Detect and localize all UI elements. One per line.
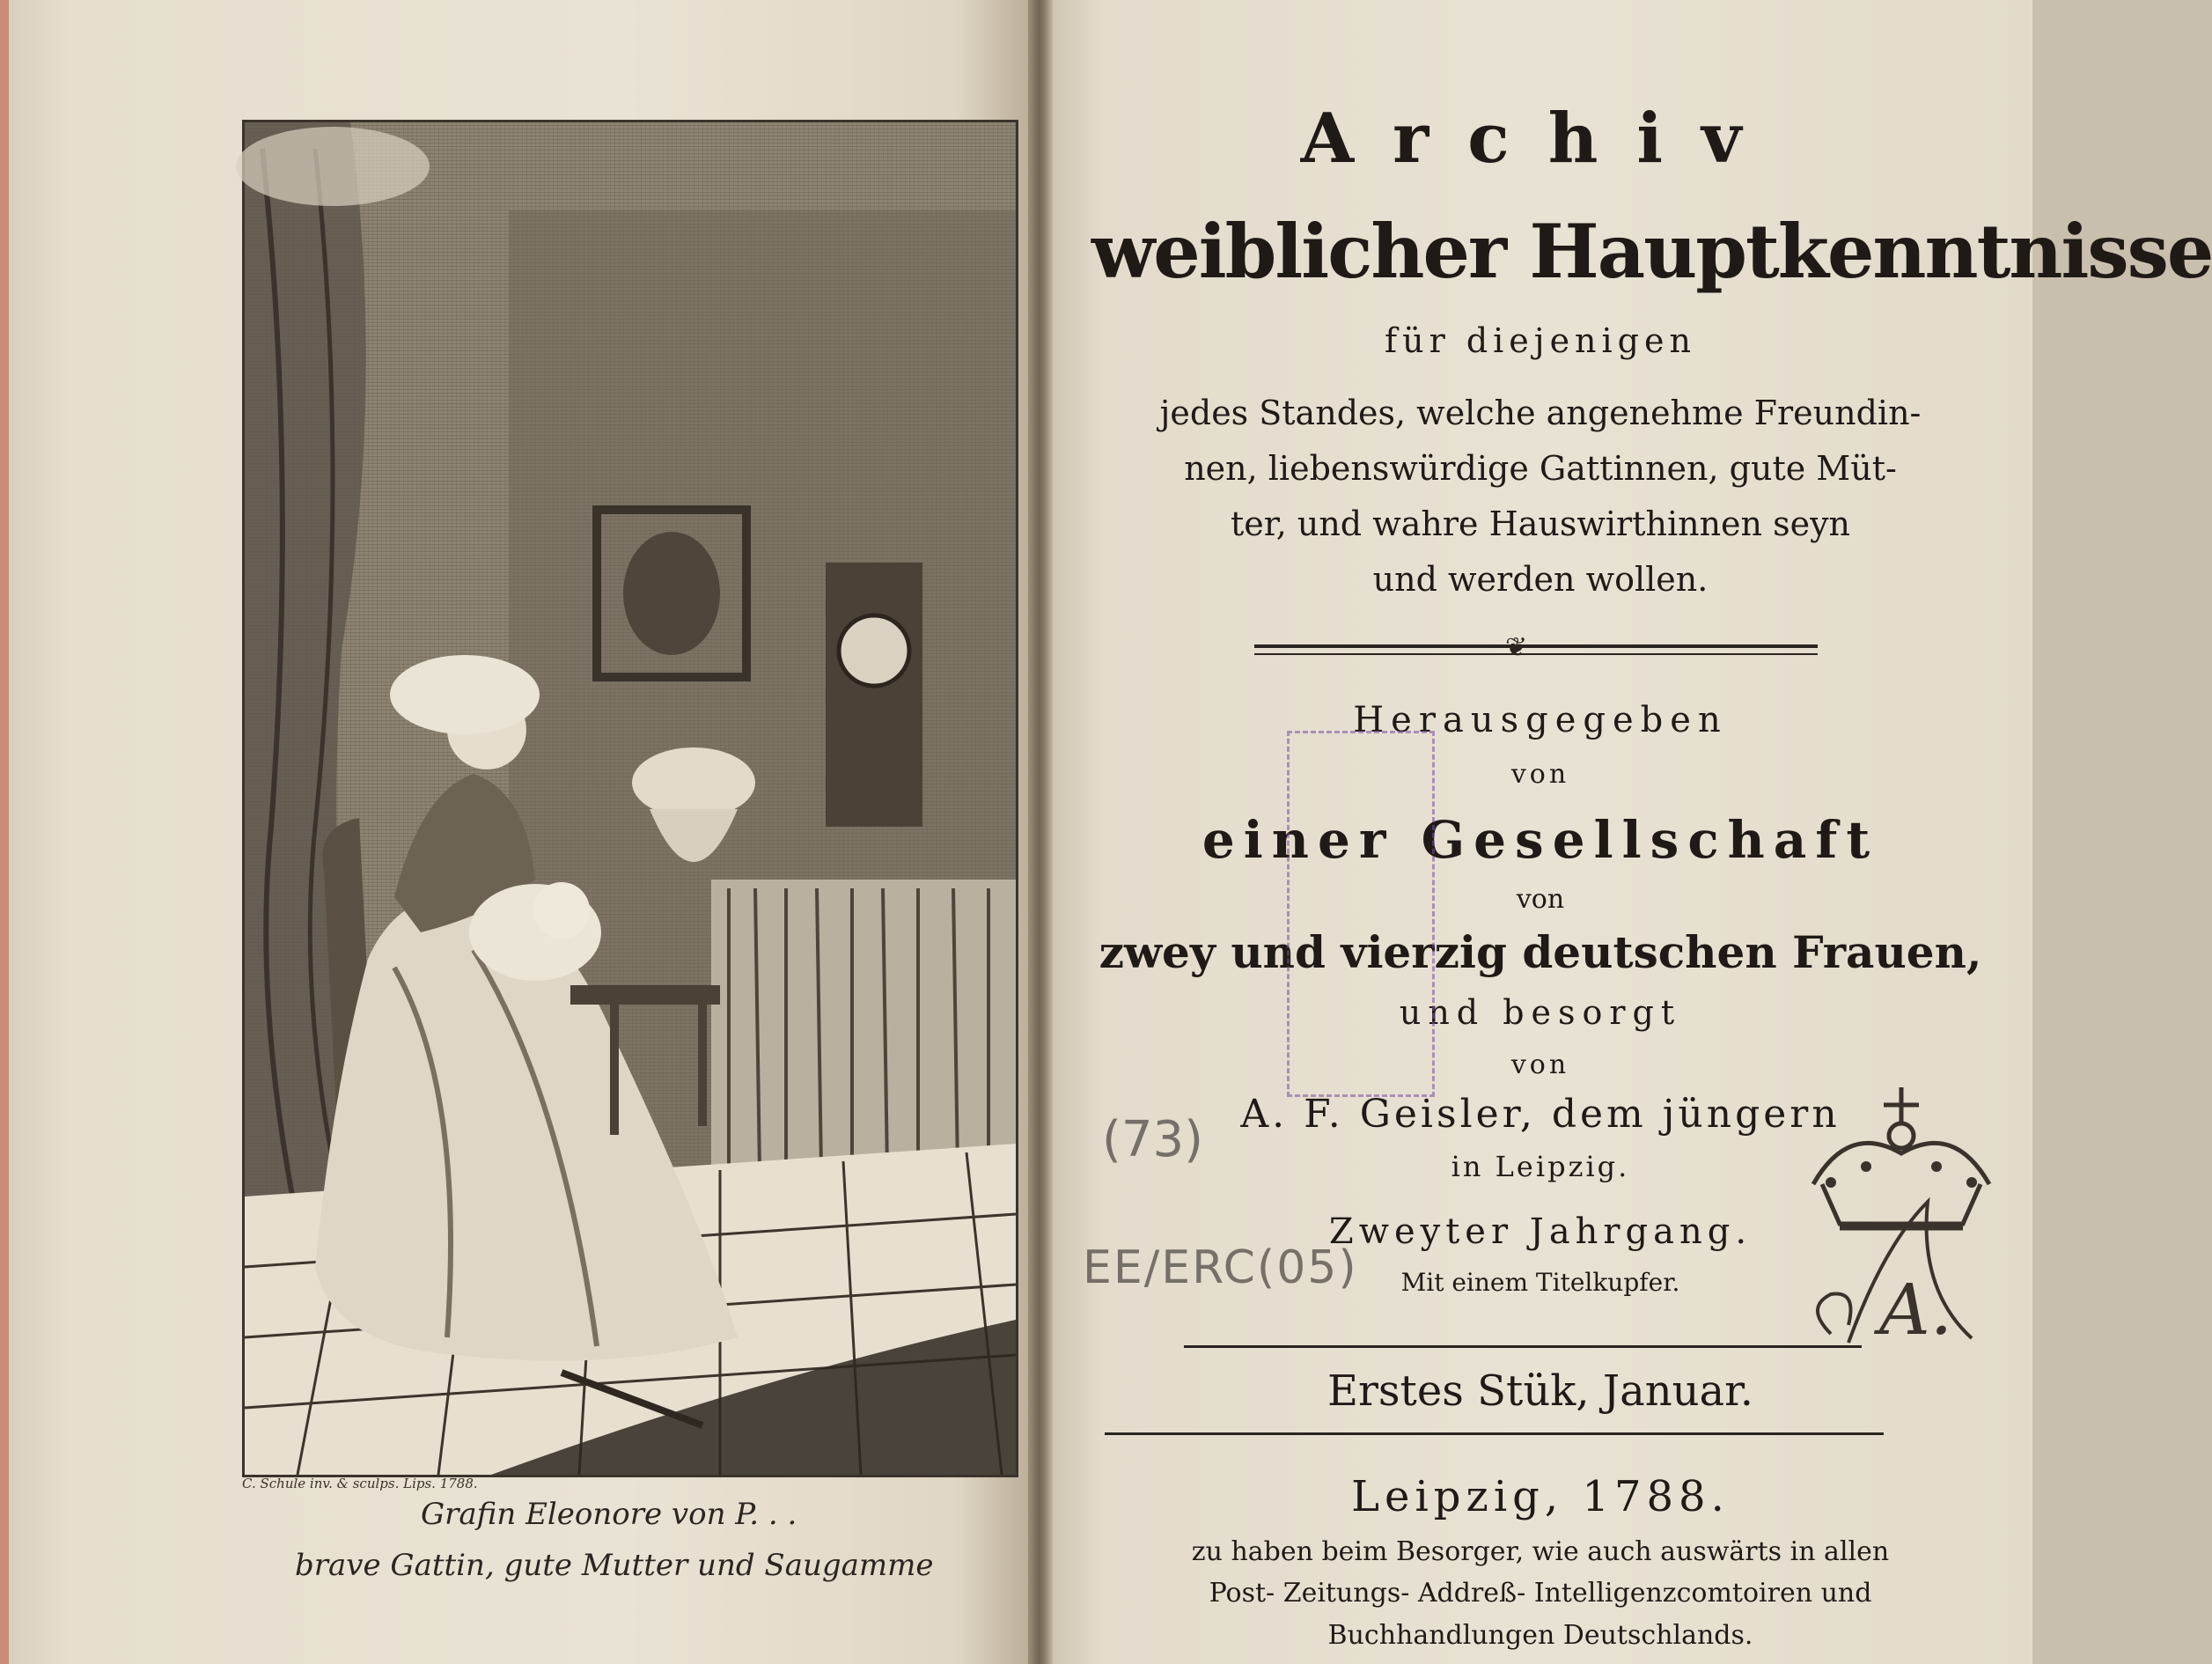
herausgegeben-line: Herausgegeben [1353,700,1728,740]
subtitle-line-1: für diejenigen [1385,321,1696,360]
subtitle-line-3: nen, liebenswürdige Gattinnen, gute Müt- [1184,449,1897,488]
subtitle-line-2: jedes Standes, welche angenehme Freundin- [1159,394,1922,432]
pencil-shelfmark-2: EE/ERC(05) [1083,1241,1358,1294]
von-line-3: von [1510,1049,1570,1080]
subtitle-line-5: und werden wollen. [1372,560,1709,599]
imprint-line-2: Post- Zeitungs- Addreß- Intelligenzcomtoiren und [1209,1578,1872,1609]
gesellschaft-line: einer Gesellschaft [1202,810,1879,870]
frontispiece-engraving [242,120,1018,1477]
imprint-place-year: Leipzig, 1788. [1351,1472,1730,1521]
rule-above-issue [1184,1345,1862,1348]
subtitle-line-4: ter, und wahre Hauswirthinnen seyn [1230,504,1851,543]
frontispiece-caption-line-1: Grafin Eleonore von P. . . [421,1497,797,1532]
imprint-line-3: Buchhandlungen Deutschlands. [1327,1620,1753,1651]
issue-line: Erstes Stük, Januar. [1326,1366,1754,1416]
frontispiece-caption-line-2: brave Gattin, gute Mutter und Saugamme [295,1548,934,1583]
editor-place-line: in Leipzig. [1451,1150,1630,1183]
besorgt-line: und besorgt [1399,993,1682,1032]
von-line-1: von [1510,759,1570,790]
plate-note-line: Mit einem Titelkupfer. [1400,1268,1680,1297]
monogram: A. [1879,1269,1953,1351]
rule-below-issue [1105,1432,1884,1435]
von-line-2: von [1516,884,1565,915]
pencil-shelfmark-1: (73) [1102,1111,1203,1168]
volume-line: Zweyter Jahrgang. [1328,1211,1753,1252]
ornamental-rule [1254,644,1818,655]
title-line-2: weiblicher Hauptkenntnisse [1091,208,2212,295]
frauen-line: zwey und vierzig deutschen Frauen, [1099,926,1982,978]
ornament-icon: ❦ [1505,632,1528,663]
engraving-illustration [245,122,1016,1475]
book-gutter [1028,0,1053,1664]
editor-line: A. F. Geisler, dem jüngern [1240,1092,1841,1137]
library-stamp [1287,731,1435,1097]
imprint-line-1: zu haben beim Besorger, wie auch auswärts in allen [1191,1536,1890,1567]
title-line-1: Archiv [1300,99,1781,179]
crown-monogram-stamp [1796,1070,2007,1360]
engraving-credit: C. Schule inv. & sculps. Lips. 1788. [242,1476,478,1491]
